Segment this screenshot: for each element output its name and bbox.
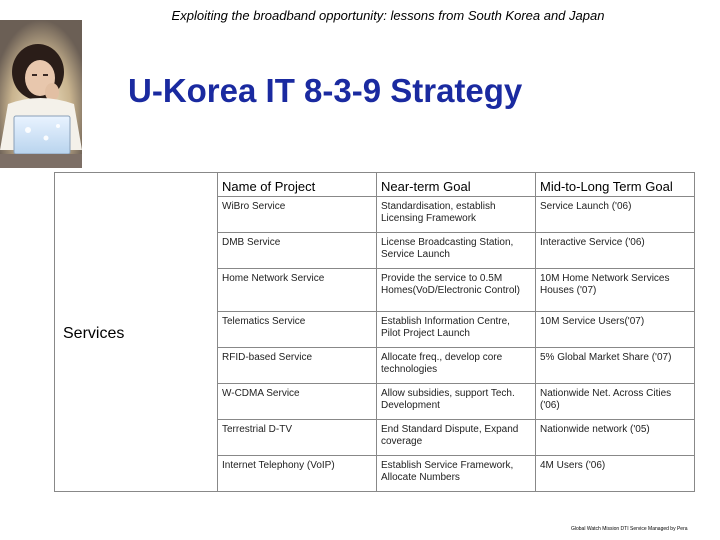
slide-title: U-Korea IT 8-3-9 Strategy [128, 72, 523, 109]
near-term-cell: Provide the service to 0.5M Homes(VoD/Electronic Control) [377, 269, 536, 312]
column-header-mid-long-term: Mid-to-Long Term Goal [536, 173, 695, 197]
mid-long-term-cell: 10M Home Network Services Houses ('07) [536, 269, 695, 312]
project-cell: DMB Service [218, 233, 377, 269]
near-term-cell: Establish Service Framework, Allocate Numbers [377, 456, 536, 492]
near-term-cell: End Standard Dispute, Expand coverage [377, 420, 536, 456]
column-header-near-term: Near-term Goal [377, 173, 536, 197]
project-cell: Terrestrial D-TV [218, 420, 377, 456]
near-term-cell: Allocate freq., develop core technologies [377, 348, 536, 384]
category-cell: Services [55, 173, 218, 492]
near-term-cell: Standardisation, establish Licensing Framework [377, 197, 536, 233]
project-cell: Telematics Service [218, 312, 377, 348]
project-cell: W-CDMA Service [218, 384, 377, 420]
mid-long-term-cell: 4M Users ('06) [536, 456, 695, 492]
strategy-table [54, 172, 695, 492]
presentation-header: Exploiting the broadband opportunity: lessons from South Korea and Japan [171, 8, 605, 23]
mid-long-term-cell: 10M Service Users('07) [536, 312, 695, 348]
mid-long-term-cell: Interactive Service ('06) [536, 233, 695, 269]
mid-long-term-cell: Nationwide Net. Across Cities ('06) [536, 384, 695, 420]
mid-long-term-cell: Service Launch ('06) [536, 197, 695, 233]
column-header-project: Name of Project [218, 173, 377, 197]
footer-credit: Global Watch Mission DTI Service Managed by Pera [571, 526, 688, 532]
near-term-cell: License Broadcasting Station, Service Launch [377, 233, 536, 269]
project-cell: Internet Telephony (VoIP) [218, 456, 377, 492]
table-header-row [55, 173, 695, 197]
project-cell: Home Network Service [218, 269, 377, 312]
near-term-cell: Allow subsidies, support Tech. Development [377, 384, 536, 420]
mid-long-term-cell: Nationwide network ('05) [536, 420, 695, 456]
photo-illustration [0, 20, 82, 168]
woman-laptop-photo [0, 20, 82, 168]
project-cell: WiBro Service [218, 197, 377, 233]
near-term-cell: Establish Information Centre, Pilot Project Launch [377, 312, 536, 348]
mid-long-term-cell: 5% Global Market Share ('07) [536, 348, 695, 384]
project-cell: RFID-based Service [218, 348, 377, 384]
